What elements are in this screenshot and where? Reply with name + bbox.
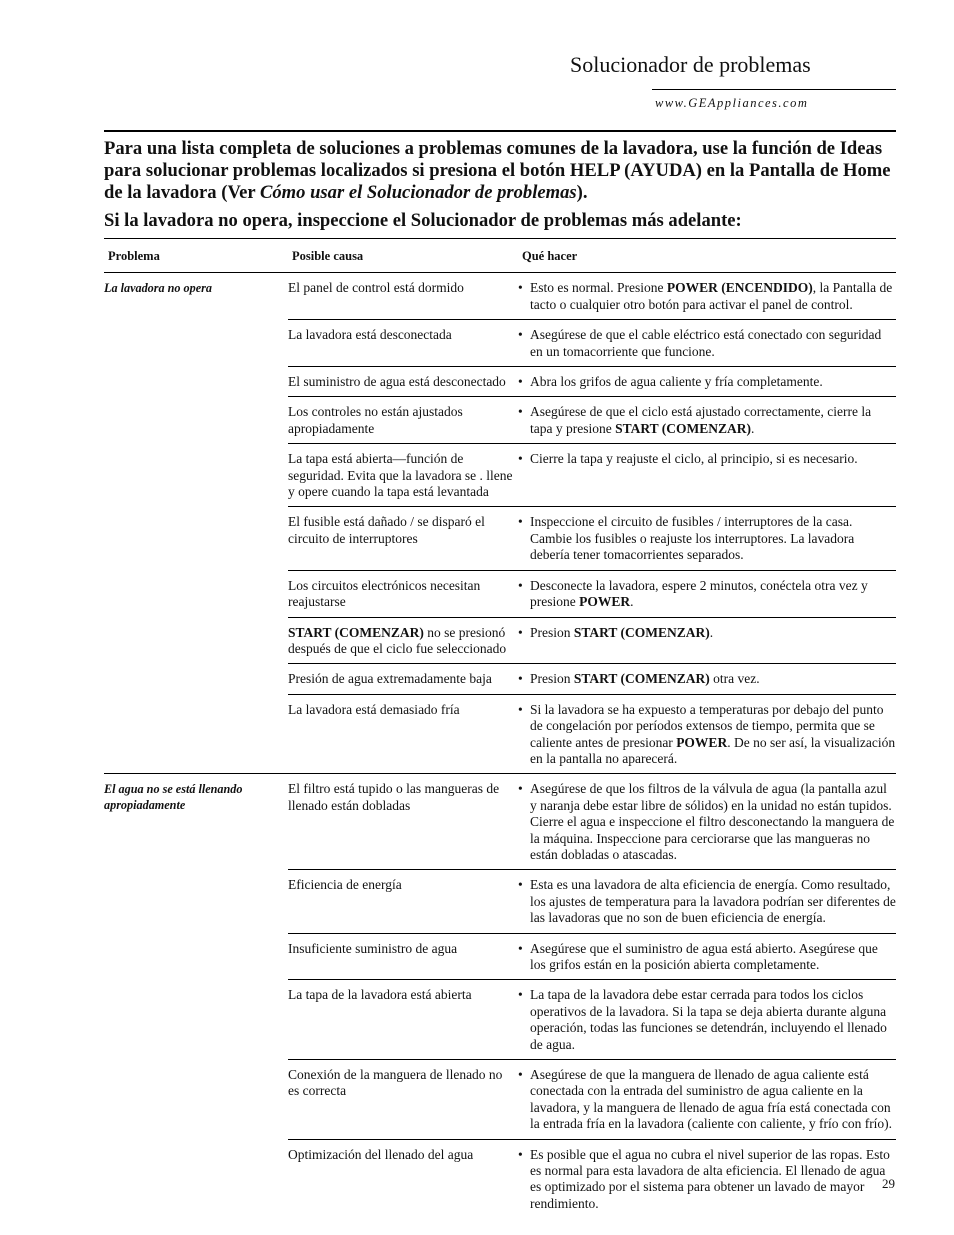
text-segment: La lavadora está demasiado fría — [288, 701, 460, 717]
action-text — [530, 941, 896, 974]
text-segment: otra vez. — [709, 671, 760, 687]
intro-reference: Cómo usar el Solucionador de problemas — [259, 182, 577, 203]
bullet-icon: • — [518, 987, 523, 1003]
action-cell — [518, 507, 896, 570]
text-segment: Abra los grifos de agua caliente y fría completamente. — [530, 374, 823, 390]
action-text — [530, 625, 896, 641]
bullet-icon: • — [518, 781, 523, 797]
text-segment: Si la lavadora se ha expuesto a temperaturas por debajo del punto de congelación por períodos extensos de tiempo, permita que se caliente antes de presionar — [530, 701, 884, 750]
action-cell — [518, 870, 896, 933]
text-segment: Los circuitos electrónicos necesitan reajustarse — [288, 577, 481, 610]
text-segment: . — [630, 594, 634, 610]
intro-paragraph-2: Si la lavadora no opera, inspeccione el Solucionador de problemas más adelante: — [104, 210, 742, 231]
problem-cell: La lavadora no opera — [104, 273, 288, 774]
cause-cell — [288, 664, 518, 694]
bold-key-text: START (COMENZAR) — [288, 624, 424, 640]
cause-cell — [288, 320, 518, 367]
text-segment: Inspeccione el circuito de fusibles / interruptores de la casa. Cambie los fusibles o reajuste los interruptores. La lavadora debería tener tomacorrientes separados. — [530, 514, 855, 563]
problem-cell: El agua no se está llenando apropiadamente — [104, 782, 243, 813]
bold-key-text: POWER — [579, 594, 631, 610]
action-bullet — [518, 941, 896, 974]
bold-key-text: START (COMENZAR) — [573, 624, 710, 640]
table-header-row — [104, 239, 896, 273]
bullet-icon: • — [518, 624, 523, 640]
action-cell — [518, 774, 896, 870]
bullet-icon: • — [518, 877, 523, 893]
action-cell — [518, 1060, 896, 1140]
bullet-icon: • — [518, 404, 523, 420]
cause-cell — [288, 397, 518, 444]
action-bullet — [518, 1067, 896, 1133]
text-segment: Asegúrese de que el cable eléctrico está conectado con seguridad en un tomacorriente que funcione. — [530, 327, 882, 359]
cause-cell — [288, 1060, 518, 1140]
text-segment: Conexión de la manguera de llenado no es correcta — [288, 1067, 503, 1099]
bold-key-text: START (COMENZAR) — [615, 420, 752, 436]
cause-cell — [288, 774, 518, 870]
column-header-cause: Posible causa — [288, 239, 518, 273]
text-segment: . De no ser así, la visualización en la pantalla no aparecerá. — [530, 734, 896, 766]
action-bullet — [518, 404, 896, 437]
text-segment: El suministro de agua está desconectado — [288, 374, 506, 390]
text-segment: Optimización del llenado del agua — [288, 1146, 474, 1162]
intro-text: Para una lista completa de soluciones a problemas comunes de la lavadora, use la función de Ideas para solucionar problemas localizados si presiona el botón HELP (AYUDA) en la Pantalla de Home de la lavadora (Ver — [104, 138, 891, 203]
text-segment: Presión de agua extremadamente baja — [288, 671, 492, 687]
bullet-icon: • — [518, 327, 523, 343]
bullet-icon: • — [518, 514, 523, 530]
bullet-icon: • — [518, 671, 523, 687]
table-row — [104, 273, 896, 320]
action-text — [530, 404, 896, 437]
action-text — [530, 987, 896, 1053]
cause-cell — [288, 980, 518, 1060]
bullet-icon: • — [518, 940, 523, 956]
header-url[interactable]: www.GEAppliances.com — [655, 96, 809, 110]
bullet-icon: • — [518, 280, 523, 296]
text-segment: Desconecte la lavadora, espere 2 minutos, conéctela otra vez y presione — [530, 577, 868, 610]
action-bullet — [518, 280, 896, 313]
text-segment: Es posible que el agua no cubra el nivel superior de las ropas. Esto es normal para esta lavadora de alta eficiencia. El llenado de agua es optimizado por el sistema para obtener un lavado de mayor rendimiento. — [530, 1146, 890, 1211]
text-segment: no se presionó después de que el ciclo fue seleccionado — [288, 624, 507, 656]
bold-key-text: POWER (ENCENDIDO) — [666, 280, 813, 296]
action-text — [530, 327, 896, 360]
action-text — [530, 451, 896, 467]
bullet-icon: • — [518, 451, 523, 467]
action-text — [530, 514, 896, 563]
text-segment: , la Pantalla de tacto o cualquier otro botón para activar el panel de control. — [530, 280, 893, 312]
bold-key-text: POWER — [676, 734, 728, 750]
cause-cell — [288, 570, 518, 617]
table-row — [104, 774, 896, 870]
text-segment: Los controles no están ajustados apropiadamente — [288, 404, 463, 436]
action-cell — [518, 694, 896, 774]
action-text — [530, 781, 896, 863]
text-segment: La tapa está abierta—función de seguridad. Evita que la lavadora se . llene y opere cuando la tapa está levantada — [288, 451, 513, 500]
action-text — [530, 1147, 896, 1213]
text-segment: Presion — [530, 671, 574, 687]
action-text — [530, 702, 896, 768]
action-text — [530, 280, 896, 313]
action-cell — [518, 1139, 896, 1218]
top-rule — [104, 130, 896, 132]
text-segment: Eficiencia de energía — [288, 877, 402, 893]
text-segment: El fusible está dañado / se disparó el circuito de interruptores — [288, 514, 485, 546]
action-bullet — [518, 327, 896, 360]
action-text — [530, 374, 896, 390]
text-segment: Cierre la tapa y reajuste el ciclo, al principio, si es necesario. — [530, 451, 858, 467]
action-bullet — [518, 781, 896, 863]
cause-cell — [288, 444, 518, 507]
text-segment: Insuficiente suministro de agua — [288, 940, 458, 956]
text-segment: Presion — [530, 624, 574, 640]
text-segment: Esto es normal. Presione — [530, 280, 667, 296]
action-cell — [518, 980, 896, 1060]
action-bullet — [518, 514, 896, 563]
intro — [104, 138, 904, 232]
text-segment: . — [751, 420, 755, 436]
action-bullet — [518, 987, 896, 1053]
bullet-icon: • — [518, 1146, 523, 1162]
action-cell — [518, 570, 896, 617]
column-header-action: Qué hacer — [518, 239, 896, 273]
cause-cell — [288, 1139, 518, 1218]
bullet-icon: • — [518, 374, 523, 390]
text-segment: Asegúrese de que el ciclo está ajustado correctamente, cierre la tapa y presione — [530, 404, 872, 436]
bold-key-text: START (COMENZAR) — [573, 671, 710, 687]
action-bullet — [518, 1147, 896, 1213]
action-text — [530, 877, 896, 926]
action-bullet — [518, 625, 896, 641]
text-segment: Asegúrese de que la manguera de llenado de agua caliente está conectada con la entrada del suministro de agua caliente en la lavadora, y la manguera de llenado de agua fría está conectada con la entrada fría en la lavadora (caliente con caliente, y frío con frío). — [530, 1067, 893, 1132]
text-segment: Esta es una lavadora de alta eficiencia de energía. Como resultado, los ajustes de temperatura para la lavadora podrían ser diferentes de las lavadoras que no son de buen eficiencia de energía. — [530, 877, 896, 926]
action-bullet — [518, 578, 896, 611]
text-segment: La tapa de la lavadora debe estar cerrada para todos los ciclos operativos de la lavadora. Si la tapa se deja abierta durante alguna operación, todas las funciones se detendrán, incluyendo el llenado de agua. — [530, 987, 887, 1052]
action-bullet — [518, 671, 896, 687]
cause-cell — [288, 933, 518, 980]
troubleshooting-table — [104, 238, 896, 1218]
action-cell — [518, 320, 896, 367]
text-segment: El filtro está tupido o las mangueras de llenado están dobladas — [288, 781, 500, 813]
cause-cell — [288, 273, 518, 320]
text-segment: La tapa de la lavadora está abierta — [288, 987, 472, 1003]
text-segment: El panel de control está dormido — [288, 280, 464, 296]
intro-text-end: ). — [576, 182, 588, 203]
page-header-title: Solucionador de problemas — [570, 52, 811, 77]
cause-cell — [288, 694, 518, 774]
cause-cell — [288, 870, 518, 933]
action-bullet — [518, 374, 896, 390]
bullet-icon: • — [518, 1067, 523, 1083]
intro-paragraph-1 — [104, 138, 904, 204]
header-rule — [652, 89, 896, 90]
action-text — [530, 671, 896, 687]
column-header-problem: Problema — [104, 239, 288, 273]
text-segment: . — [709, 624, 714, 640]
action-cell — [518, 617, 896, 664]
bullet-icon: • — [518, 701, 523, 717]
action-bullet — [518, 702, 896, 768]
action-bullet — [518, 451, 896, 467]
page-number: 29 — [882, 1176, 895, 1191]
action-cell — [518, 933, 896, 980]
action-text — [530, 1067, 896, 1133]
action-cell — [518, 664, 896, 694]
action-bullet — [518, 877, 896, 926]
text-segment: Asegúrese de que los filtros de la válvula de agua (la pantalla azul y naranja debe estar libre de sólidos) en la unidad no están tupidos. Cierre el agua e inspeccione el filtro desconectando la manguera de la máquina. Inspeccione para cerciorarse que las mangueras no están dobladas o atascadas. — [530, 781, 895, 862]
text-segment: La lavadora está desconectada — [288, 327, 452, 343]
cause-cell — [288, 507, 518, 570]
cause-cell — [288, 617, 518, 664]
cause-cell — [288, 367, 518, 397]
action-text — [530, 578, 896, 611]
action-cell — [518, 444, 896, 507]
bullet-icon: • — [518, 577, 523, 593]
action-cell — [518, 397, 896, 444]
action-cell — [518, 367, 896, 397]
text-segment: Asegúrese que el suministro de agua está abierto. Asegúrese que los grifos están en la posición abierta completamente. — [530, 940, 878, 972]
action-cell — [518, 273, 896, 320]
